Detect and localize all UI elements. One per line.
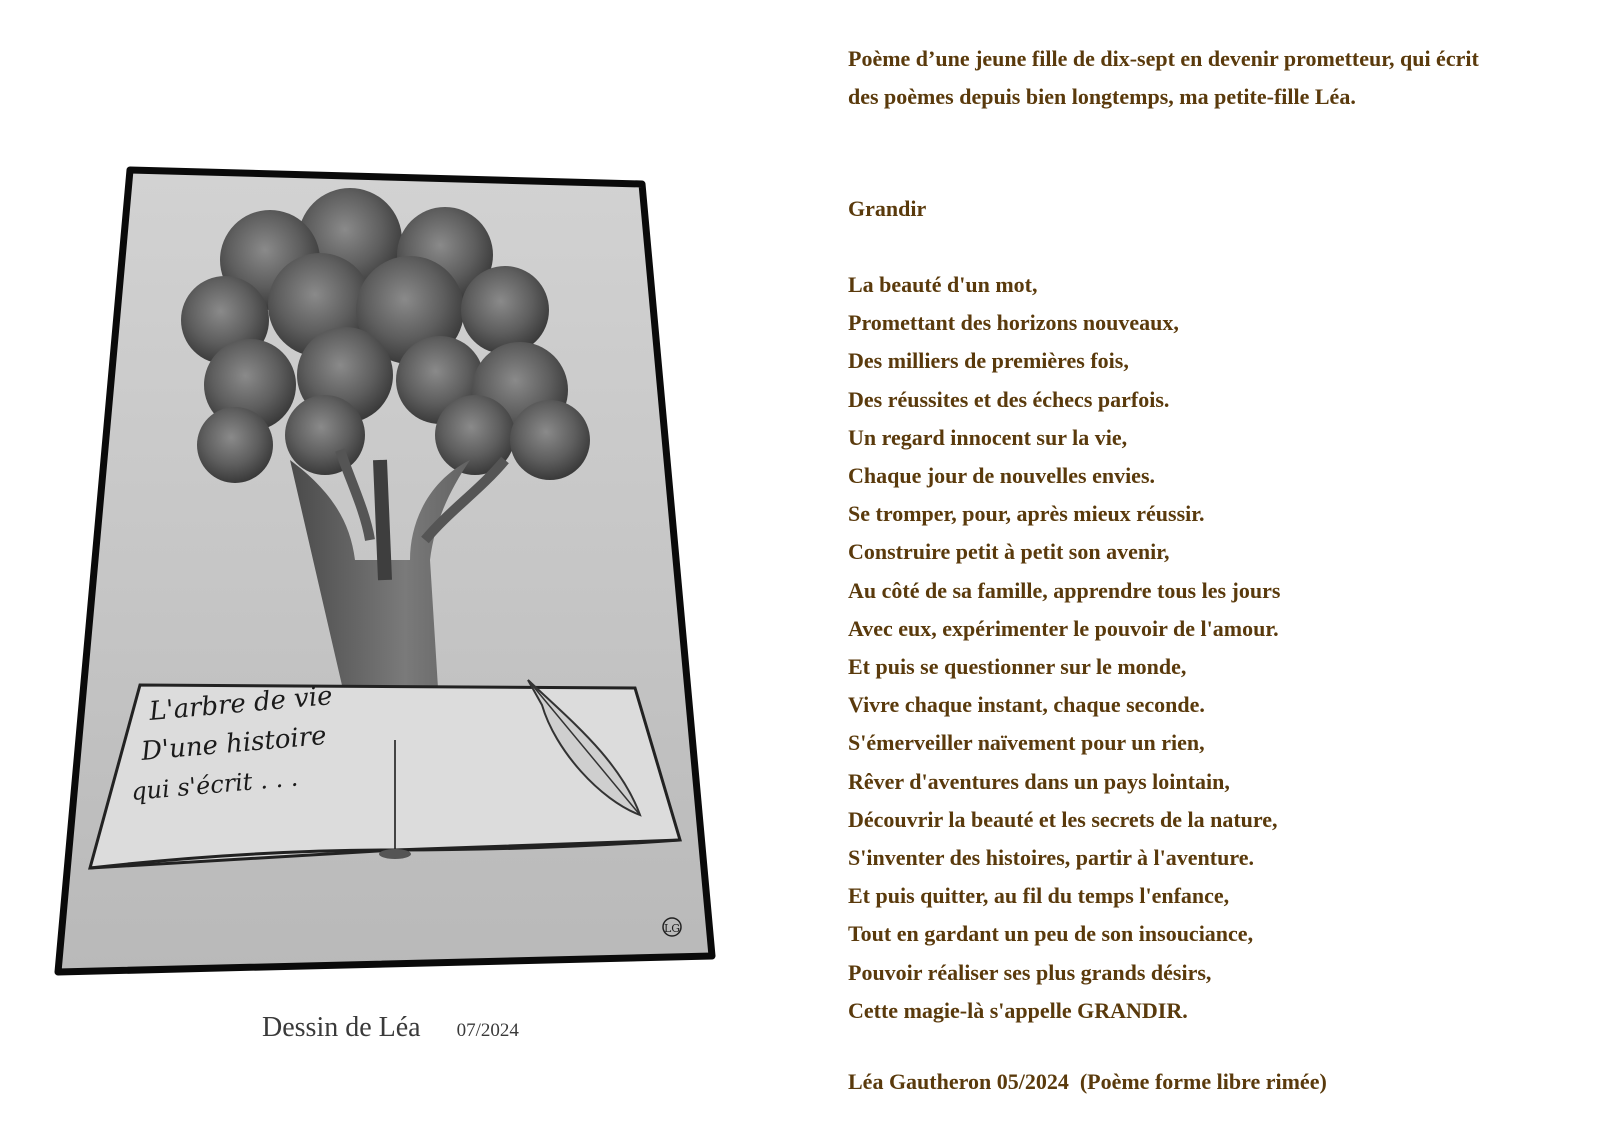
- poem-line: Se tromper, pour, après mieux réussir.: [848, 501, 1205, 527]
- poem-line: Rêver d'aventures dans un pays lointain,: [848, 768, 1230, 794]
- poem-column: [848, 40, 1588, 1094]
- poem-line: S'émerveiller naïvement pour un rien,: [848, 730, 1205, 756]
- poem-line: La beauté d'un mot,: [848, 272, 1038, 297]
- poem-line: Promettant des horizons nouveaux,: [848, 310, 1179, 336]
- poem-line: Construire petit à petit son avenir,: [848, 539, 1170, 565]
- caption-date: 07/2024: [456, 1020, 519, 1041]
- intro-line: Poème d’une jeune fille de dix-sept en devenir prometteur, qui écrit: [848, 46, 1479, 71]
- book-text-line-2: D'une histoire: [139, 720, 328, 767]
- poem-line: Des réussites et des échecs parfois.: [848, 386, 1170, 412]
- poem-lines: [848, 266, 1280, 1030]
- intro-line: des poèmes depuis bien longtemps, ma petite-fille Léa.: [848, 84, 1356, 109]
- poem-title: Grandir: [848, 196, 927, 221]
- monogram-text: LG: [664, 922, 681, 935]
- intro-text: [848, 40, 1588, 116]
- poem-line: S'inventer des histoires, partir à l'aventure.: [848, 845, 1254, 871]
- poem-line: Vivre chaque instant, chaque seconde.: [848, 692, 1205, 718]
- poem-line: Au côté de sa famille, apprendre tous les jours: [848, 577, 1281, 603]
- caption-title: Dessin de Léa: [262, 1012, 421, 1043]
- poem-line: Pouvoir réaliser ses plus grands désirs,: [848, 959, 1212, 985]
- poem-line: Avec eux, expérimenter le pouvoir de l'amour.: [848, 615, 1279, 641]
- poem-line: Cette magie-là s'appelle GRANDIR.: [848, 997, 1188, 1023]
- drawing-photo: [50, 160, 740, 1000]
- book-text-line-3: qui s'écrit . . .: [130, 763, 300, 806]
- poem-line: Découvrir la beauté et les secrets de la nature,: [848, 806, 1278, 832]
- drawing-caption: [262, 1012, 519, 1044]
- poem-line: Et puis se questionner sur le monde,: [848, 654, 1187, 680]
- poem-line: Et puis quitter, au fil du temps l'enfance,: [848, 883, 1230, 909]
- poem-line: Un regard innocent sur la vie,: [848, 424, 1128, 450]
- poem-line: Tout en gardant un peu de son insouciance,: [848, 921, 1254, 947]
- poem-line: Chaque jour de nouvelles envies.: [848, 463, 1156, 489]
- poem-line: Des milliers de premières fois,: [848, 348, 1129, 374]
- book-text-line-1: L'arbre de vie: [147, 681, 334, 727]
- poem-signature: Léa Gautheron 05/2024 (Poème forme libre rimée): [848, 1069, 1327, 1094]
